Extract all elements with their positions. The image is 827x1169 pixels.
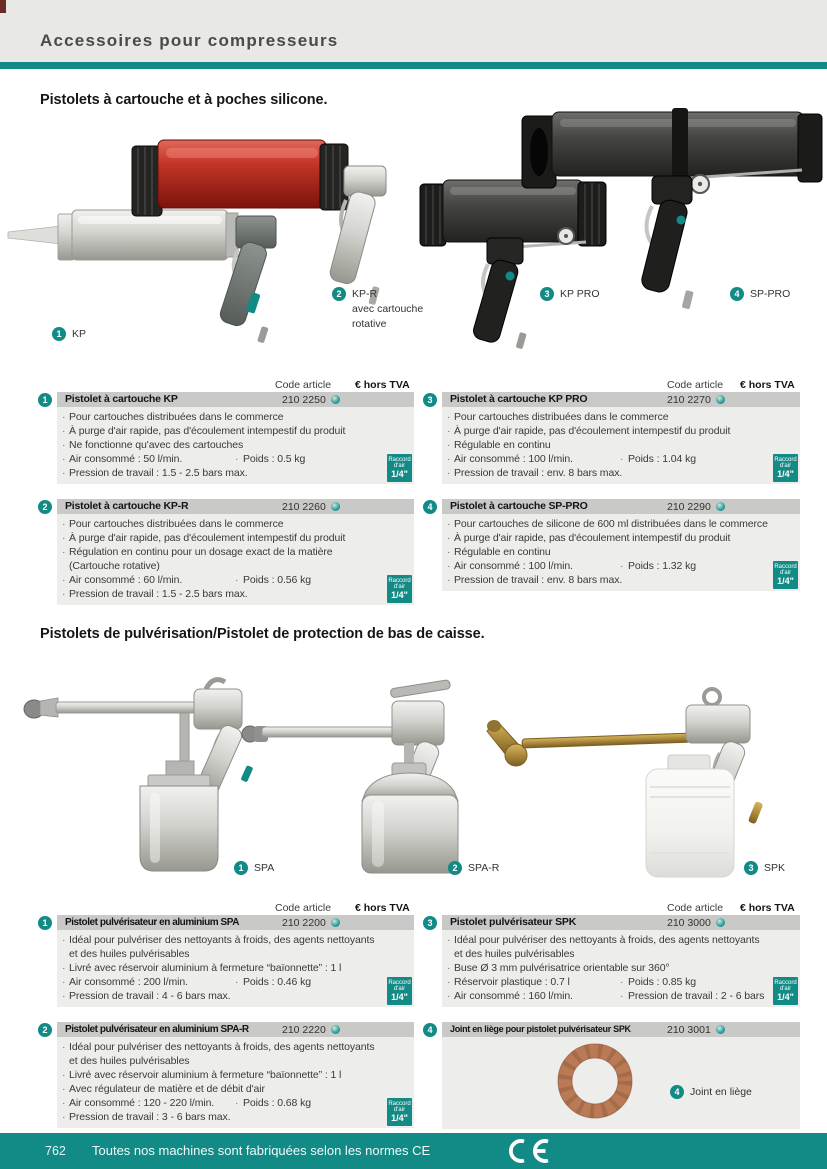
spec-line: · Air consommé : 120 - 220 l/min. · Poids : 0.68 kg [62,1097,311,1109]
product-number-badge: 4 [423,500,437,514]
product-number-badge: 1 [38,393,52,407]
spec-line: · À purge d'air rapide, pas d'écoulement intempestif du produit [62,425,346,437]
spec-line: · Air consommé : 60 l/min. · Poids : 0.56 kg [62,574,311,586]
gun-kp-pro [420,180,606,349]
product-number-badge: 3 [423,916,437,930]
image-label-kp-pro: 3 KP PRO [540,287,600,301]
spec-line: · Pression de travail : 1.5 - 2.5 bars max. [62,588,248,600]
spec-line: · Air consommé : 100 l/min. · Poids : 1.32 kg [447,560,696,572]
spec-line: et des huiles pulvérisables [69,1055,190,1067]
spec-line: · Air consommé : 200 l/min. · Poids : 0.46 kg [62,976,311,988]
spec-line: · Pression de travail : 1.5 - 2.5 bars max. [62,467,248,479]
image-label-sp-pro: 4 SP-PRO [730,287,790,301]
product-name: Pistolet à cartouche KP [65,393,178,405]
column-header-price: € hors TVA [740,379,795,391]
product-header [442,392,800,407]
spec-line: · Idéal pour pulvériser des nettoyants à froids, des agents nettoyants [62,1041,375,1053]
air-connection-badge: Raccord d'air 1/4" [387,575,412,603]
spec-line: · À purge d'air rapide, pas d'écoulement intempestif du produit [62,532,346,544]
product-header [442,499,800,514]
product-card-kp-r [57,499,414,605]
product-code: 210 2200 [282,916,326,929]
product-header [57,392,414,407]
product-name: Pistolet pulvérisateur en aluminium SPA [65,917,239,928]
product-specs [442,514,800,591]
product-code: 210 3000 [667,916,711,929]
image-label-kp-r-sub1: avec cartouche [352,303,424,315]
spec-line: · Idéal pour pulvériser des nettoyants à froids, des agents nettoyants [62,934,375,946]
product-header [57,1022,414,1037]
product-name: Pistolet à cartouche SP-PRO [450,500,588,512]
product-name: Pistolet pulvérisateur SPK [450,916,577,928]
spec-line: · Air consommé : 100 l/min. · Poids : 1.04 kg [447,453,696,465]
product-specs [442,1037,800,1129]
column-header-code: Code article [667,379,724,391]
spec-line: · Pour cartouches distribuées dans le commerce [62,518,284,530]
spec-line: et des huiles pulvérisables [69,948,190,960]
label-number-badge: 1 [52,327,66,341]
spec-line: · À purge d'air rapide, pas d'écoulement intempestif du produit [447,532,731,544]
spec-line: · Pression de travail : 3 - 6 bars max. [62,1111,231,1123]
product-card-cork-seal [442,1022,800,1129]
product-header [57,499,414,514]
product-specs [442,930,800,1007]
footer-bar [0,1133,827,1169]
image-label-spa: 1 SPA [234,861,274,875]
spec-line: et des huiles pulvérisables [454,948,575,960]
column-header-code: Code article [275,902,332,914]
image-label-cork-seal: 4 Joint en liège [670,1085,752,1099]
product-number-badge: 4 [423,1023,437,1037]
air-connection-badge: Raccord d'air 1/4" [387,977,412,1005]
gun-spk [487,689,763,877]
product-header [442,915,800,930]
product-code: 210 2260 [282,500,326,513]
spec-line: · À purge d'air rapide, pas d'écoulement intempestif du produit [447,425,731,437]
air-connection-badge: Raccord d'air 1/4" [773,454,798,482]
page-number: 762 [45,1144,66,1158]
section1-title: Pistolets à cartouche et à poches silicone. [40,92,328,108]
image-label-kp-r: 2 KP-R [332,287,377,301]
spec-line: (Cartouche rotative) [69,560,160,572]
cork-seal-photo [554,1040,636,1122]
product-number-badge: 1 [38,916,52,930]
availability-icon [716,502,725,511]
product-specs [57,407,414,484]
product-card-sp-pro [442,499,800,591]
product-name: Pistolet à cartouche KP-R [65,500,189,512]
image-label-spk: 3 SPK [744,861,785,875]
label-number-badge: 3 [540,287,554,301]
footer-note: Toutes nos machines sont fabriquées selon les normes CE [92,1143,431,1158]
gun-spa [24,680,253,871]
air-connection-badge: Raccord d'air 1/4" [387,454,412,482]
cartridge-guns-photo [0,100,827,360]
air-connection-badge: Raccord d'air 1/4" [387,1098,412,1126]
label-number-badge: 4 [670,1085,684,1099]
availability-icon [331,502,340,511]
product-name: Pistolet à cartouche KP PRO [450,393,588,405]
spec-line: · Pression de travail : env. 8 bars max. [447,574,623,586]
spec-line: · Régulable en continu [447,546,551,558]
product-card-spk [442,915,800,1007]
spec-line: · Air consommé : 160 l/min. · Pression de travail : 2 - 6 bars [447,990,765,1002]
label-number-badge: 3 [744,861,758,875]
product-name: Joint en liège pour pistolet pulvérisateur SPK [450,1024,631,1034]
spec-line: · Pour cartouches distribuées dans le commerce [62,411,284,423]
label-number-badge: 2 [448,861,462,875]
product-header [57,915,414,930]
column-header-price: € hors TVA [355,379,410,391]
air-connection-badge: Raccord d'air 1/4" [773,561,798,589]
spec-line: · Pression de travail : env. 8 bars max. [447,467,623,479]
product-specs [57,1037,414,1128]
product-name: Pistolet pulvérisateur en aluminium SPA-R [65,1024,249,1035]
product-specs [57,514,414,605]
product-card-kp-pro [442,392,800,484]
product-code: 210 2250 [282,393,326,406]
product-header [442,1022,800,1037]
spray-guns-photo [0,665,827,885]
spec-line: · Livré avec réservoir aluminium à fermeture “baïonnette” : 1 l [62,1069,342,1081]
product-code: 210 2220 [282,1023,326,1036]
ce-mark-label [0,1133,1,1134]
spec-line: · Pour cartouches distribuées dans le commerce [447,411,669,423]
spec-line: · Pour cartouches de silicone de 600 ml distribuées dans le commerce [447,518,768,530]
availability-icon [331,395,340,404]
product-number-badge: 3 [423,393,437,407]
spec-line: · Air consommé : 50 l/min. · Poids : 0.5 kg [62,453,306,465]
column-header-price: € hors TVA [740,902,795,914]
air-connection-badge: Raccord d'air 1/4" [773,977,798,1005]
header-rule [0,62,827,69]
column-header-code: Code article [275,379,332,391]
spec-line: · Buse Ø 3 mm pulvérisatrice orientable sur 360° [447,962,670,974]
product-number-badge: 2 [38,500,52,514]
gun-spa-r [242,680,458,873]
product-specs [57,930,414,1007]
spec-line: · Réservoir plastique : 0.7 l · Poids : 0.85 kg [447,976,696,988]
spec-line: · Idéal pour pulvériser des nettoyants à froids, des agents nettoyants [447,934,760,946]
gun-kp [8,210,276,343]
product-code: 210 2270 [667,393,711,406]
product-code: 210 2290 [667,500,711,513]
label-number-badge: 2 [332,287,346,301]
spec-line: · Livré avec réservoir aluminium à fermeture “baïonnette” : 1 l [62,962,342,974]
spec-line: · Avec régulateur de matière et de débit d'air [62,1083,265,1095]
product-card-spa-r [57,1022,414,1128]
label-number-badge: 1 [234,861,248,875]
column-header-price: € hors TVA [355,902,410,914]
page-title: Accessoires pour compresseurs [40,31,339,50]
image-label-kp: 1 KP [52,327,86,341]
product-code: 210 3001 [667,1023,711,1036]
availability-icon [331,918,340,927]
availability-icon [716,918,725,927]
spec-line: · Régulation en continu pour un dosage exact de la matière [62,546,333,558]
product-specs [442,407,800,484]
availability-icon [716,1025,725,1034]
availability-icon [716,395,725,404]
availability-icon [331,1025,340,1034]
product-number-badge: 2 [38,1023,52,1037]
spec-line: · Pression de travail : 4 - 6 bars max. [62,990,231,1002]
image-label-spa-r: 2 SPA-R [448,861,499,875]
corner-print-mark [0,0,6,13]
column-header-code: Code article [667,902,724,914]
section2-title: Pistolets de pulvérisation/Pistolet de protection de bas de caisse. [40,626,485,642]
spec-line: · Ne fonctionne qu'avec des cartouches [62,439,244,451]
ce-mark-icon [503,1138,551,1164]
product-card-kp [57,392,414,484]
spec-line: · Régulable en continu [447,439,551,451]
label-number-badge: 4 [730,287,744,301]
product-card-spa [57,915,414,1007]
image-label-kp-r-sub2: rotative [352,318,387,330]
